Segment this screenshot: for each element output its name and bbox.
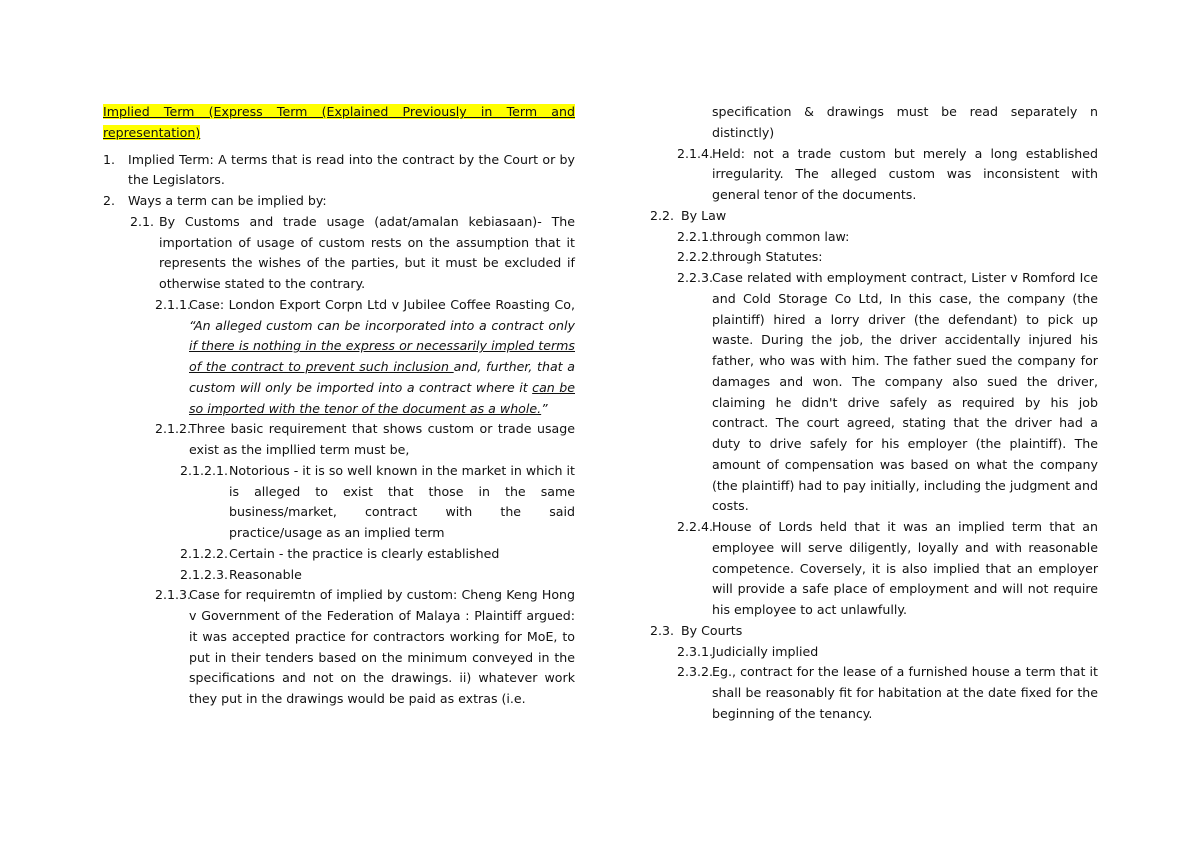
right-column — [650, 102, 1098, 725]
continued-text: specification & drawings must be read separately n distinctly) — [712, 104, 1098, 140]
list-item-2-3: 2.3. By Courts — [650, 622, 743, 638]
list-item-2-2: 2.2. By Law — [650, 207, 727, 223]
list-item-2-1-2-1: 2.1.2.1. Notorious - it is so well known in the market in which it is alleged to exist that those in the same business/market, contract with the said practice/usage as an implied term — [180, 462, 575, 540]
left-column — [103, 102, 575, 710]
list-item-2-1-2: 2.1.2. Three basic requirement that shows custom or trade usage exist as the impllied term must be, — [155, 421, 575, 457]
list-item-2-2-1: 2.2.1. through common law: — [677, 228, 850, 244]
list-item-2-2-3: 2.2.3. Case related with employment contract, Lister v Romford Ice and Cold Storage Co Ltd, In this case, the company (the plaintiff) hired a lorry driver (the defendant) to pick up waste. During the job, the driver accidentally injured his father, who was with him. The father sued the company for damages and won. The company also sued the driver, claiming he didn't drive safely as required by his job contract. The court agreed, stating that the driver had a duty to drive safely for his employer (the plaintiff). The amount of compensation was based on what the company (the plaintiff) had to pay initially, including the judgment and costs. — [677, 270, 1098, 514]
list-item-2-1-2-2: 2.1.2.2. Certain - the practice is clearly established — [180, 545, 500, 561]
list-item-2-2-2: 2.2.2. through Statutes: — [677, 249, 823, 265]
list-item-2-2-4: 2.2.4. House of Lords held that it was an implied term that an employee will serve diligently, loyally and with reasonable competence. Coversely, it is also implied that an employer will provide a safe place of employment and will not require his employee to act unlawfully. — [677, 519, 1098, 617]
list-item-2: 2. Ways a term can be implied by: — [103, 193, 327, 208]
list-item-1: 1. Implied Term: A terms that is read into the contract by the Court or by the Legislators. — [103, 151, 575, 188]
list-item-2-1-1: 2.1.1. Case: London Export Corpn Ltd v Jubilee Coffee Roasting Co, “An alleged custom can be incorporated into a contract only if there is nothing in the express or necessarily impled terms of the contract to prevent such inclusion and, further, that a custom will only be imported into a contract where it can be so imported with the tenor of the document as a whole.” — [103, 295, 575, 420]
list-item-2-1: 2.1. By Customs and trade usage (adat/amalan kebiasaan)- The importation of usage of custom rests on the assumption that it represents the wishes of the parties, but it must be excluded if otherwise stated to the contrary. — [130, 213, 575, 291]
section-heading: Implied Term (Express Term (Explained Previously in Term and representation) — [103, 104, 575, 140]
case-quote: Case: London Export Corpn Ltd v Jubilee Coffee Roasting Co, “An alleged custom can be incorporated into a contract only if there is nothing in the express or necessarily impled terms of the contract to prevent such inclusion and, further, that a custom will only be imported into a contract where it can be so imported with the tenor of the document as a whole.” — [189, 296, 575, 416]
list-item-2-1-2-3: 2.1.2.3. Reasonable — [180, 566, 302, 582]
list-item-2-3-2: 2.3.2. Eg., contract for the lease of a furnished house a term that it shall be reasonably fit for habitation at the date fixed for the beginning of the tenancy. — [677, 664, 1098, 721]
list-item-2-3-1: 2.3.1. Judicially implied — [677, 643, 819, 659]
list-item-2-1-4: 2.1.4. Held: not a trade custom but merely a long established irregularity. The alleged custom was inconsistent with general tenor of the documents. — [677, 145, 1098, 202]
list-item-2-1-3: 2.1.3. Case for requiremtn of implied by custom: Cheng Keng Hong v Government of the Federation of Malaya : Plaintiff argued: it was accepted practice for contractors working for MoE, to put in their tenders based on the minimum conveyed in the specifications and not on the drawings. ii) whatever work they put in the drawings would be paid as extras (i.e. — [155, 587, 575, 706]
